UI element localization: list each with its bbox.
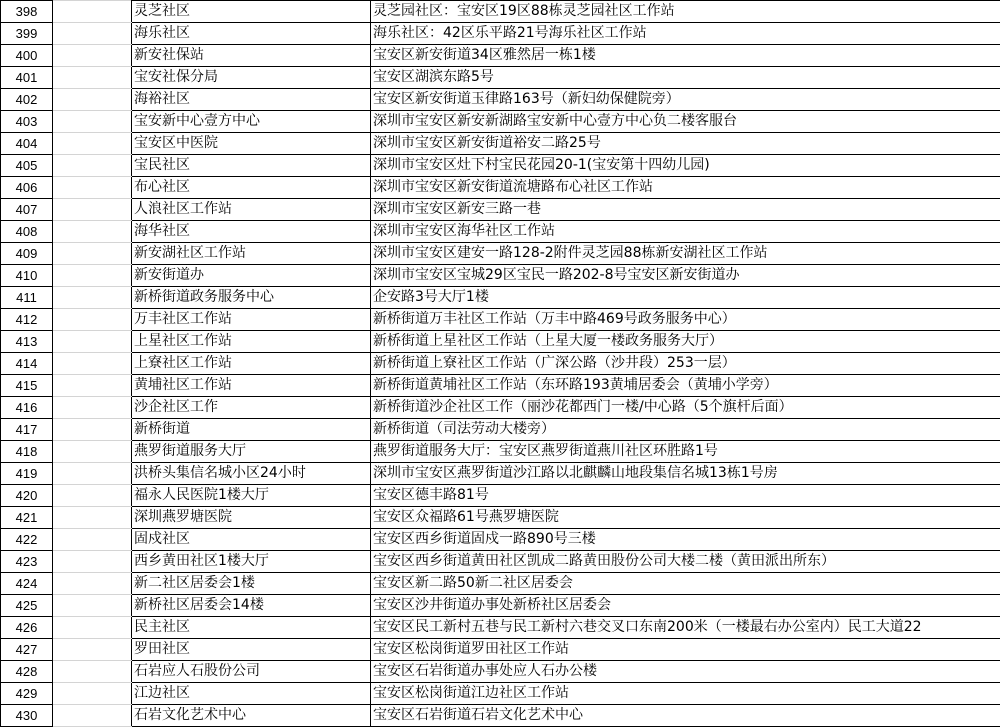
empty-cell[interactable] bbox=[53, 243, 132, 265]
empty-cell[interactable] bbox=[53, 551, 132, 573]
table-row bbox=[1, 265, 1000, 287]
address-cell[interactable]: 新桥街道万丰社区工作站（万丰中路469号政务服务中心） bbox=[371, 309, 1000, 331]
empty-cell[interactable] bbox=[53, 441, 132, 463]
row-number-cell[interactable]: 412 bbox=[1, 309, 53, 331]
empty-cell[interactable] bbox=[53, 507, 132, 529]
empty-cell[interactable] bbox=[53, 353, 132, 375]
location-name-cell[interactable]: 宝安社保分局 bbox=[132, 67, 371, 89]
row-number-cell[interactable]: 410 bbox=[1, 265, 53, 287]
location-name-cell[interactable]: 黄埔社区工作站 bbox=[132, 375, 371, 397]
address-cell[interactable]: 深圳市宝安区新安街道裕安二路25号 bbox=[371, 133, 1000, 155]
empty-cell[interactable] bbox=[53, 595, 132, 617]
address-cell[interactable]: 宝安区松岗街道江边社区工作站 bbox=[371, 683, 1000, 705]
location-name-cell[interactable]: 福永人民医院1楼大厅 bbox=[132, 485, 371, 507]
row-number-cell[interactable]: 404 bbox=[1, 133, 53, 155]
address-cell[interactable]: 深圳市宝安区燕罗街道沙江路以北麒麟山地段集信名城13栋1号房 bbox=[371, 463, 1000, 485]
table-row bbox=[1, 661, 1000, 683]
address-cell[interactable]: 燕罗街道服务大厅：宝安区燕罗街道燕川社区环胜路1号 bbox=[371, 441, 1000, 463]
row-number-cell[interactable]: 406 bbox=[1, 177, 53, 199]
address-cell[interactable]: 深圳市宝安区灶下村宝民花园20-1(宝安第十四幼儿园) bbox=[371, 155, 1000, 177]
table-row bbox=[1, 111, 1000, 133]
row-number-cell[interactable]: 399 bbox=[1, 23, 53, 45]
row-number-cell[interactable]: 424 bbox=[1, 573, 53, 595]
empty-cell[interactable] bbox=[53, 419, 132, 441]
row-number-cell[interactable]: 429 bbox=[1, 683, 53, 705]
address-cell[interactable]: 企安路3号大厅1楼 bbox=[371, 287, 1000, 309]
table-row bbox=[1, 221, 1000, 243]
row-number-cell[interactable]: 422 bbox=[1, 529, 53, 551]
table-row bbox=[1, 1, 1000, 23]
table-row bbox=[1, 507, 1000, 529]
location-name-cell[interactable]: 宝民社区 bbox=[132, 155, 371, 177]
table-row bbox=[1, 573, 1000, 595]
location-name-cell[interactable]: 上星社区工作站 bbox=[132, 331, 371, 353]
empty-cell[interactable] bbox=[53, 221, 132, 243]
empty-cell[interactable] bbox=[53, 111, 132, 133]
address-cell[interactable]: 深圳市宝安区新安三路一巷 bbox=[371, 199, 1000, 221]
empty-cell[interactable] bbox=[53, 177, 132, 199]
table-row bbox=[1, 595, 1000, 617]
empty-cell[interactable] bbox=[53, 375, 132, 397]
address-cell[interactable]: 宝安区民工新村五巷与民工新村六巷交叉口东南200米（一楼最右办公室内）民工大道22 bbox=[371, 617, 1000, 639]
location-name-cell[interactable]: 沙企社区工作 bbox=[132, 397, 371, 419]
table-row bbox=[1, 397, 1000, 419]
empty-cell[interactable] bbox=[53, 529, 132, 551]
address-cell[interactable]: 深圳市宝安区建安一路128-2附件灵芝园88栋新安湖社区工作站 bbox=[371, 243, 1000, 265]
table-row bbox=[1, 177, 1000, 199]
row-number-cell[interactable]: 423 bbox=[1, 551, 53, 573]
address-cell[interactable]: 新桥街道（司法劳动大楼旁） bbox=[371, 419, 1000, 441]
row-number-cell[interactable]: 407 bbox=[1, 199, 53, 221]
empty-cell[interactable] bbox=[53, 683, 132, 705]
address-cell[interactable]: 灵芝园社区：宝安区19区88栋灵芝园社区工作站 bbox=[371, 1, 1000, 23]
empty-cell[interactable] bbox=[53, 661, 132, 683]
table-row bbox=[1, 353, 1000, 375]
location-name-cell[interactable]: 新二社区居委会1楼 bbox=[132, 573, 371, 595]
row-number-cell[interactable]: 428 bbox=[1, 661, 53, 683]
location-name-cell[interactable]: 宝安区中医院 bbox=[132, 133, 371, 155]
location-name-cell[interactable]: 固戍社区 bbox=[132, 529, 371, 551]
empty-cell[interactable] bbox=[53, 1, 132, 23]
empty-cell[interactable] bbox=[53, 331, 132, 353]
location-name-cell[interactable]: 灵芝社区 bbox=[132, 1, 371, 23]
empty-cell[interactable] bbox=[53, 23, 132, 45]
table-row bbox=[1, 67, 1000, 89]
empty-cell[interactable] bbox=[53, 397, 132, 419]
empty-cell[interactable] bbox=[53, 573, 132, 595]
empty-cell[interactable] bbox=[53, 155, 132, 177]
address-cell[interactable]: 宝安区沙井街道办事处新桥社区居委会 bbox=[371, 595, 1000, 617]
table-row bbox=[1, 419, 1000, 441]
address-cell[interactable]: 深圳市宝安区宝城29区宝民一路202-8号宝安区新安街道办 bbox=[371, 265, 1000, 287]
table-row bbox=[1, 287, 1000, 309]
empty-cell[interactable] bbox=[53, 705, 132, 727]
address-cell[interactable]: 深圳市宝安区海华社区工作站 bbox=[371, 221, 1000, 243]
location-name-cell[interactable]: 万丰社区工作站 bbox=[132, 309, 371, 331]
table-row bbox=[1, 551, 1000, 573]
empty-cell[interactable] bbox=[53, 265, 132, 287]
location-name-cell[interactable]: 新安街道办 bbox=[132, 265, 371, 287]
address-cell[interactable]: 宝安区新安街道34区雅然居一栋1楼 bbox=[371, 45, 1000, 67]
location-name-cell[interactable]: 人浪社区工作站 bbox=[132, 199, 371, 221]
location-name-cell[interactable]: 布心社区 bbox=[132, 177, 371, 199]
location-name-cell[interactable]: 石岩文化艺术中心 bbox=[132, 705, 371, 727]
row-number-cell[interactable]: 415 bbox=[1, 375, 53, 397]
address-cell[interactable]: 新桥街道沙企社区工作（丽沙花都西门一楼/中心路（5个旗杆后面） bbox=[371, 397, 1000, 419]
row-number-cell[interactable]: 402 bbox=[1, 89, 53, 111]
empty-cell[interactable] bbox=[53, 287, 132, 309]
spreadsheet-body bbox=[1, 1, 1000, 727]
address-cell[interactable]: 宝安区松岗街道罗田社区工作站 bbox=[371, 639, 1000, 661]
location-name-cell[interactable]: 石岩应人石股份公司 bbox=[132, 661, 371, 683]
row-number-cell[interactable]: 417 bbox=[1, 419, 53, 441]
location-name-cell[interactable]: 燕罗街道服务大厅 bbox=[132, 441, 371, 463]
row-number-cell[interactable]: 398 bbox=[1, 1, 53, 23]
empty-cell[interactable] bbox=[53, 485, 132, 507]
table-row bbox=[1, 705, 1000, 727]
empty-cell[interactable] bbox=[53, 67, 132, 89]
address-cell[interactable]: 宝安区西乡街道固戍一路890号三楼 bbox=[371, 529, 1000, 551]
empty-cell[interactable] bbox=[53, 309, 132, 331]
row-number-cell[interactable]: 430 bbox=[1, 705, 53, 727]
row-number-cell[interactable]: 418 bbox=[1, 441, 53, 463]
table-row bbox=[1, 133, 1000, 155]
address-cell[interactable]: 宝安区新安街道玉律路163号（新妇幼保健院旁） bbox=[371, 89, 1000, 111]
row-number-cell[interactable]: 414 bbox=[1, 353, 53, 375]
table-row bbox=[1, 683, 1000, 705]
row-number-cell[interactable]: 413 bbox=[1, 331, 53, 353]
row-number-cell[interactable]: 409 bbox=[1, 243, 53, 265]
address-cell[interactable]: 宝安区众福路61号燕罗塘医院 bbox=[371, 507, 1000, 529]
address-cell[interactable]: 新桥街道上星社区工作站（上星大厦一楼政务服务大厅） bbox=[371, 331, 1000, 353]
table-row bbox=[1, 331, 1000, 353]
address-cell[interactable]: 宝安区新二路50新二社区居委会 bbox=[371, 573, 1000, 595]
table-row bbox=[1, 529, 1000, 551]
empty-cell[interactable] bbox=[53, 45, 132, 67]
row-number-cell[interactable]: 420 bbox=[1, 485, 53, 507]
row-number-cell[interactable]: 421 bbox=[1, 507, 53, 529]
table-row bbox=[1, 309, 1000, 331]
location-name-cell[interactable]: 新安湖社区工作站 bbox=[132, 243, 371, 265]
row-number-cell[interactable]: 400 bbox=[1, 45, 53, 67]
table-row bbox=[1, 375, 1000, 397]
row-number-cell[interactable]: 426 bbox=[1, 617, 53, 639]
row-number-cell[interactable]: 408 bbox=[1, 221, 53, 243]
location-name-cell[interactable]: 新桥社区居委会14楼 bbox=[132, 595, 371, 617]
table-row bbox=[1, 155, 1000, 177]
address-cell[interactable]: 新桥街道上寮社区工作站（广深公路（沙井段）253一层） bbox=[371, 353, 1000, 375]
empty-cell[interactable] bbox=[53, 133, 132, 155]
empty-cell[interactable] bbox=[53, 617, 132, 639]
address-cell[interactable]: 宝安区德丰路81号 bbox=[371, 485, 1000, 507]
row-number-cell[interactable]: 403 bbox=[1, 111, 53, 133]
location-name-cell[interactable]: 西乡黄田社区1楼大厅 bbox=[132, 551, 371, 573]
location-name-cell[interactable]: 海乐社区 bbox=[132, 23, 371, 45]
table-row bbox=[1, 243, 1000, 265]
location-name-cell[interactable]: 海裕社区 bbox=[132, 89, 371, 111]
empty-cell[interactable] bbox=[53, 463, 132, 485]
row-number-cell[interactable]: 425 bbox=[1, 595, 53, 617]
row-number-cell[interactable]: 411 bbox=[1, 287, 53, 309]
row-number-cell[interactable]: 401 bbox=[1, 67, 53, 89]
location-name-cell[interactable]: 新安社保站 bbox=[132, 45, 371, 67]
table-row bbox=[1, 617, 1000, 639]
address-cell[interactable]: 新桥街道黄埔社区工作站（东环路193黄埔居委会（黄埔小学旁） bbox=[371, 375, 1000, 397]
table-row bbox=[1, 463, 1000, 485]
row-number-cell[interactable]: 405 bbox=[1, 155, 53, 177]
table-row bbox=[1, 639, 1000, 661]
empty-cell[interactable] bbox=[53, 199, 132, 221]
location-name-cell[interactable]: 宝安新中心壹方中心 bbox=[132, 111, 371, 133]
table-row bbox=[1, 23, 1000, 45]
empty-cell[interactable] bbox=[53, 89, 132, 111]
address-cell[interactable]: 宝安区西乡街道黄田社区凯成二路黄田股份公司大楼二楼（黄田派出所东） bbox=[371, 551, 1000, 573]
address-cell[interactable]: 深圳市宝安区新安新湖路宝安新中心壹方中心负二楼客服台 bbox=[371, 111, 1000, 133]
empty-cell[interactable] bbox=[53, 639, 132, 661]
location-name-cell[interactable]: 深圳燕罗塘医院 bbox=[132, 507, 371, 529]
location-name-cell[interactable]: 民主社区 bbox=[132, 617, 371, 639]
table-row bbox=[1, 199, 1000, 221]
address-cell[interactable]: 深圳市宝安区新安街道流塘路布心社区工作站 bbox=[371, 177, 1000, 199]
table-row bbox=[1, 441, 1000, 463]
location-name-cell[interactable]: 洪桥头集信名城小区24小时 bbox=[132, 463, 371, 485]
location-name-cell[interactable]: 新桥街道 bbox=[132, 419, 371, 441]
table-row bbox=[1, 485, 1000, 507]
address-cell[interactable]: 宝安区石岩街道办事处应人石办公楼 bbox=[371, 661, 1000, 683]
address-cell[interactable]: 宝安区湖滨东路5号 bbox=[371, 67, 1000, 89]
location-name-cell[interactable]: 海华社区 bbox=[132, 221, 371, 243]
table-row bbox=[1, 89, 1000, 111]
row-number-cell[interactable]: 419 bbox=[1, 463, 53, 485]
location-name-cell[interactable]: 新桥街道政务服务中心 bbox=[132, 287, 371, 309]
table-row bbox=[1, 45, 1000, 67]
location-name-cell[interactable]: 江边社区 bbox=[132, 683, 371, 705]
row-number-cell[interactable]: 416 bbox=[1, 397, 53, 419]
address-cell[interactable]: 海乐社区：42区乐平路21号海乐社区工作站 bbox=[371, 23, 1000, 45]
location-name-cell[interactable]: 罗田社区 bbox=[132, 639, 371, 661]
address-cell[interactable]: 宝安区石岩街道石岩文化艺术中心 bbox=[371, 705, 1000, 727]
location-name-cell[interactable]: 上寮社区工作站 bbox=[132, 353, 371, 375]
row-number-cell[interactable]: 427 bbox=[1, 639, 53, 661]
